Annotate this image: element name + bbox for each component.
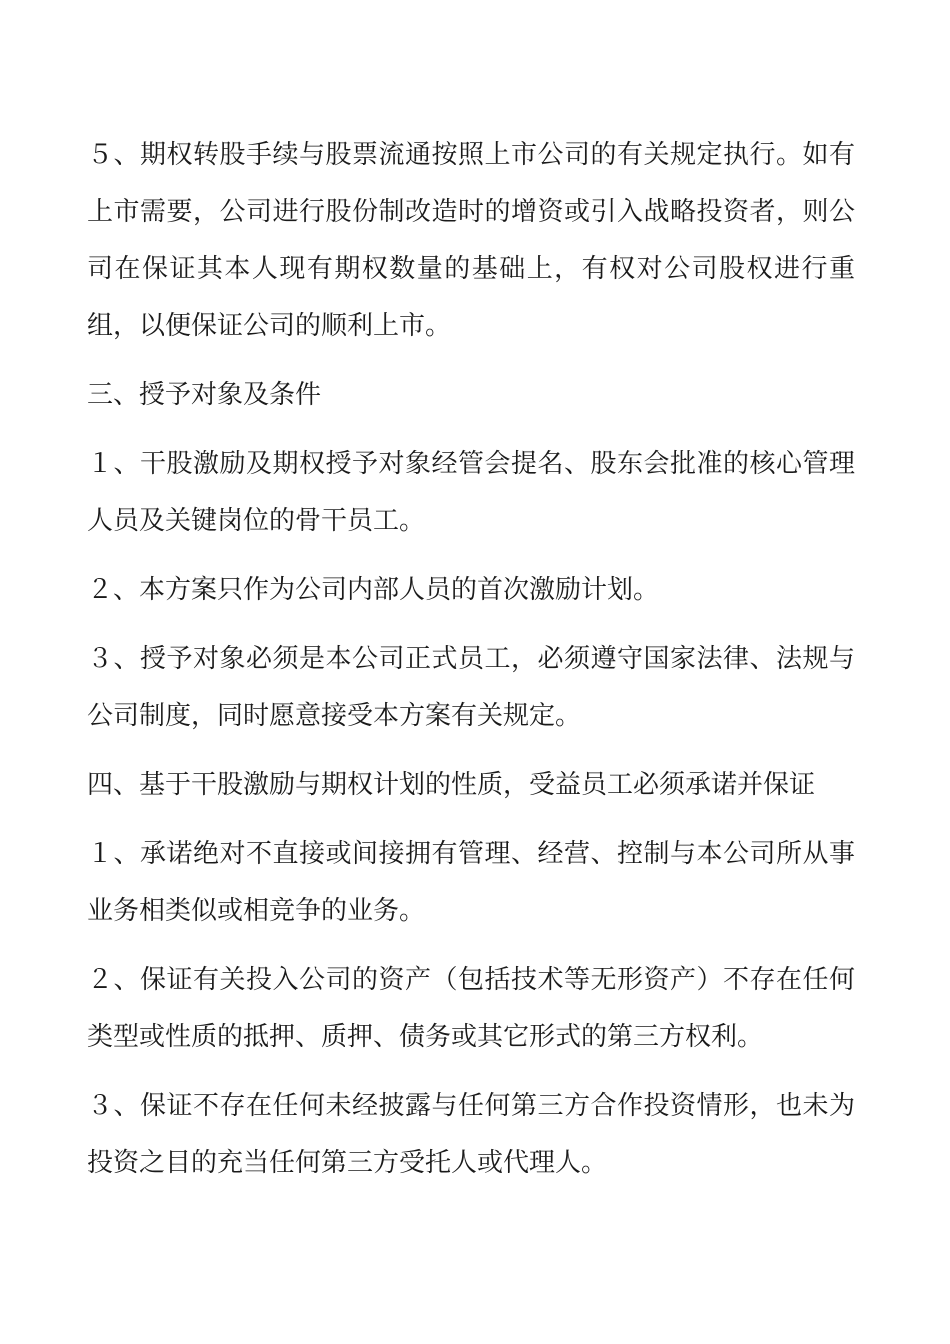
- paragraph-no-undisclosed-investment: ３、保证不存在任何未经披露与任何第三方合作投资情形，也未为投资之目的充当任何第三方受托人或代理人。: [87, 1091, 855, 1178]
- paragraph-formal-employee: ３、授予对象必须是本公司正式员工，必须遵守国家法律、法规与公司制度，同时愿意接受本方案有关规定。: [87, 644, 855, 731]
- section-heading-grant-recipients: 三、授予对象及条件: [87, 380, 322, 410]
- paragraph-option-conversion: ５、期权转股手续与股票流通按照上市公司的有关规定执行。如有上市需要，公司进行股份制改造时的增资或引入战略投资者，则公司在保证其本人现有期权数量的基础上，有权对公司股权进行重组，以便保证公司的顺利上市。: [87, 140, 855, 341]
- paragraph-grant-recipients: １、干股激励及期权授予对象经管会提名、股东会批准的核心管理人员及关键岗位的骨干员工。: [87, 449, 855, 536]
- paragraph-first-incentive-plan: ２、本方案只作为公司内部人员的首次激励计划。: [87, 575, 660, 605]
- document-body: [87, 127, 855, 1192]
- paragraph-non-compete-commitment: １、承诺绝对不直接或间接拥有管理、经营、控制与本公司所从事业务相类似或相竞争的业务。: [87, 839, 855, 926]
- paragraph-asset-guarantee: ２、保证有关投入公司的资产（包括技术等无形资产）不存在任何类型或性质的抵押、质押、债务或其它形式的第三方权利。: [87, 965, 855, 1052]
- section-heading-employee-commitments: 四、基于干股激励与期权计划的性质，受益员工必须承诺并保证: [87, 770, 816, 800]
